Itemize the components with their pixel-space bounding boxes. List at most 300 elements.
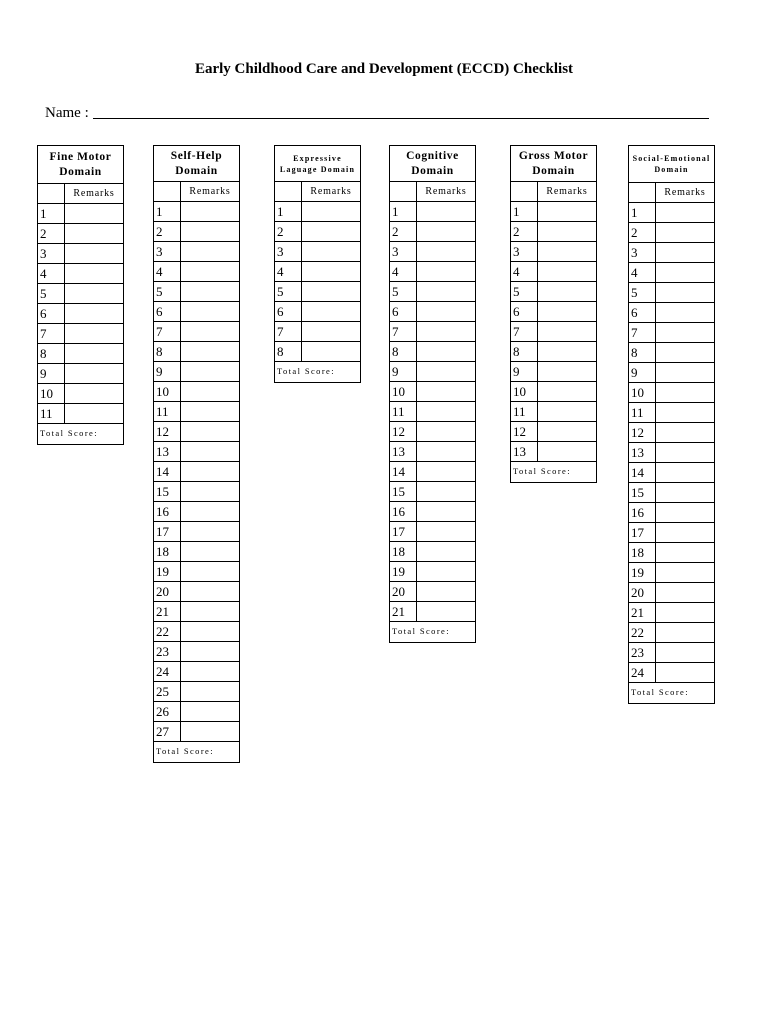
checklist-row [390,582,475,602]
expressive-language-domain-title: Expressive Laguage Domain [275,146,360,182]
remarks-cell[interactable] [656,523,714,542]
remarks-cell[interactable] [181,662,239,681]
checklist-row [154,662,239,682]
remarks-cell[interactable] [656,343,714,362]
checklist-row [390,322,475,342]
remarks-cell[interactable] [302,322,360,341]
remarks-cell[interactable] [181,402,239,421]
checklist-row [629,283,714,303]
checklist-row [511,402,596,422]
remarks-cell[interactable] [181,462,239,481]
checklist-row [154,442,239,462]
checklist-row [38,384,123,404]
remarks-cell[interactable] [181,542,239,561]
remarks-cell[interactable] [656,603,714,622]
checklist-row [511,302,596,322]
item-number: 23 [154,642,181,661]
remarks-cell[interactable] [417,522,475,541]
remarks-cell[interactable] [656,243,714,262]
remarks-header-row [154,182,239,202]
remarks-cell[interactable] [65,224,123,243]
remarks-cell[interactable] [538,422,596,441]
checklist-row [154,342,239,362]
remarks-cell[interactable] [65,244,123,263]
remarks-cell[interactable] [181,302,239,321]
item-number: 18 [154,542,181,561]
item-number: 5 [390,282,417,301]
item-number: 24 [154,662,181,681]
remarks-cell[interactable] [417,322,475,341]
checklist-row [511,382,596,402]
item-number: 1 [154,202,181,221]
remarks-cell[interactable] [538,342,596,361]
remarks-cell[interactable] [302,242,360,261]
remarks-cell[interactable] [65,284,123,303]
remarks-header: Remarks [189,186,231,197]
item-number: 11 [390,402,417,421]
checklist-row [629,583,714,603]
remarks-cell[interactable] [181,222,239,241]
checklist-row [390,542,475,562]
remarks-cell[interactable] [181,382,239,401]
remarks-cell[interactable] [181,522,239,541]
checklist-row [390,482,475,502]
cognitive-domain-table [389,145,476,643]
remarks-cell[interactable] [656,223,714,242]
remarks-cell[interactable] [538,402,596,421]
total-score-label: Total Score: [40,428,98,438]
remarks-cell[interactable] [181,722,239,741]
checklist-row [154,202,239,222]
checklist-row [275,222,360,242]
item-number: 11 [629,403,656,422]
item-number: 10 [511,382,538,401]
checklist-row [629,223,714,243]
remarks-cell[interactable] [65,384,123,403]
remarks-cell[interactable] [538,382,596,401]
checklist-row [629,263,714,283]
item-number: 1 [390,202,417,221]
item-number: 15 [390,482,417,501]
checklist-row [390,422,475,442]
item-number: 1 [38,204,65,223]
checklist-row [154,282,239,302]
remarks-cell[interactable] [417,382,475,401]
item-number: 2 [154,222,181,241]
checklist-row [390,362,475,382]
name-input-line[interactable] [93,104,709,119]
checklist-row [390,282,475,302]
item-number: 15 [154,482,181,501]
remarks-cell[interactable] [181,502,239,521]
remarks-cell[interactable] [417,502,475,521]
checklist-row [390,522,475,542]
remarks-cell[interactable] [656,303,714,322]
remarks-cell[interactable] [417,362,475,381]
checklist-row [629,543,714,563]
item-number: 4 [629,263,656,282]
remarks-cell[interactable] [538,442,596,461]
remarks-cell[interactable] [656,643,714,662]
checklist-row [38,244,123,264]
remarks-header-row [629,183,714,203]
checklist-row [154,262,239,282]
checklist-row [154,502,239,522]
item-number: 12 [154,422,181,441]
page-title: Early Childhood Care and Development (ECCD) Checklist [194,61,574,77]
remarks-header-row [511,182,596,202]
remarks-cell[interactable] [302,202,360,221]
remarks-cell[interactable] [181,422,239,441]
checklist-row [511,242,596,262]
remarks-cell[interactable] [538,362,596,381]
remarks-cell[interactable] [656,503,714,522]
item-number: 17 [390,522,417,541]
remarks-cell[interactable] [538,202,596,221]
item-number: 2 [511,222,538,241]
checklist-row [154,562,239,582]
checklist-row [511,422,596,442]
item-number: 3 [511,242,538,261]
checklist-row [38,344,123,364]
remarks-cell[interactable] [302,342,360,361]
remarks-cell[interactable] [181,282,239,301]
remarks-cell[interactable] [417,582,475,601]
item-number: 4 [38,264,65,283]
checklist-row [511,362,596,382]
checklist-row [154,462,239,482]
remarks-header-row [38,184,123,204]
remarks-cell[interactable] [181,342,239,361]
checklist-row [511,202,596,222]
item-number: 13 [511,442,538,461]
cognitive-domain-title: Cognitive Domain [390,146,475,182]
remarks-cell[interactable] [656,383,714,402]
item-number: 27 [154,722,181,741]
remarks-header: Remarks [73,188,115,199]
checklist-row [390,602,475,622]
remarks-cell[interactable] [181,442,239,461]
checklist-row [275,202,360,222]
checklist-row [629,563,714,583]
item-number: 22 [629,623,656,642]
remarks-cell[interactable] [65,344,123,363]
item-number: 22 [154,622,181,641]
remarks-cell[interactable] [181,562,239,581]
item-number: 11 [511,402,538,421]
item-number: 1 [275,202,302,221]
remarks-cell[interactable] [181,322,239,341]
item-number: 19 [629,563,656,582]
remarks-cell[interactable] [656,483,714,502]
checklist-row [511,222,596,242]
item-number: 2 [629,223,656,242]
checklist-row [38,204,123,224]
checklist-row [390,382,475,402]
checklist-row [275,262,360,282]
item-number: 19 [390,562,417,581]
checklist-row [390,462,475,482]
remarks-cell[interactable] [65,404,123,423]
remarks-cell[interactable] [65,304,123,323]
item-number: 3 [629,243,656,262]
expressive-language-domain-table [274,145,361,383]
checklist-row [38,364,123,384]
remarks-cell[interactable] [656,283,714,302]
remarks-cell[interactable] [656,423,714,442]
item-number: 17 [154,522,181,541]
remarks-cell[interactable] [656,363,714,382]
checklist-row [154,642,239,662]
remarks-cell[interactable] [417,562,475,581]
item-number: 14 [390,462,417,481]
checklist-row [154,242,239,262]
item-number: 10 [154,382,181,401]
item-number: 5 [38,284,65,303]
checklist-row [511,282,596,302]
checklist-row [390,222,475,242]
remarks-cell[interactable] [65,324,123,343]
checklist-row [629,383,714,403]
remarks-cell[interactable] [302,222,360,241]
remarks-header: Remarks [546,186,588,197]
item-number: 4 [154,262,181,281]
item-number: 8 [390,342,417,361]
remarks-cell[interactable] [538,322,596,341]
item-number: 7 [38,324,65,343]
social-emotional-domain-table [628,145,715,704]
remarks-cell[interactable] [181,202,239,221]
remarks-cell[interactable] [538,222,596,241]
checklist-row [390,262,475,282]
remarks-cell[interactable] [417,302,475,321]
checklist-row [390,502,475,522]
item-number: 5 [511,282,538,301]
item-number: 8 [154,342,181,361]
item-number: 6 [629,303,656,322]
remarks-header: Remarks [425,186,467,197]
item-number: 7 [154,322,181,341]
item-number: 13 [154,442,181,461]
remarks-cell[interactable] [181,602,239,621]
remarks-cell[interactable] [417,602,475,621]
item-number: 17 [629,523,656,542]
remarks-cell[interactable] [417,442,475,461]
checklist-row [154,322,239,342]
remarks-cell[interactable] [181,682,239,701]
item-number: 9 [154,362,181,381]
remarks-cell[interactable] [656,663,714,682]
item-number: 21 [390,602,417,621]
remarks-cell[interactable] [656,543,714,562]
remarks-cell[interactable] [302,262,360,281]
item-number: 21 [629,603,656,622]
remarks-cell[interactable] [302,282,360,301]
remarks-cell[interactable] [181,582,239,601]
item-number: 7 [511,322,538,341]
item-number: 4 [511,262,538,281]
total-score-label: Total Score: [392,626,450,636]
remarks-cell[interactable] [417,282,475,301]
self-help-domain-title: Self-Help Domain [154,146,239,182]
item-number: 8 [275,342,302,361]
gross-motor-domain-table [510,145,597,483]
item-number: 16 [629,503,656,522]
remarks-cell[interactable] [181,362,239,381]
remarks-cell[interactable] [656,583,714,602]
checklist-row [154,702,239,722]
total-score-label: Total Score: [631,687,689,697]
fine-motor-domain-table [37,145,124,445]
item-number: 3 [390,242,417,261]
item-number: 4 [390,262,417,281]
total-score-label: Total Score: [513,466,571,476]
checklist-row [511,442,596,462]
remarks-cell[interactable] [181,262,239,281]
remarks-cell[interactable] [65,364,123,383]
checklist-row [154,402,239,422]
item-number-header [154,182,181,201]
item-number-header [511,182,538,201]
item-number: 8 [38,344,65,363]
checklist-row [629,443,714,463]
name-field-row [45,100,709,122]
remarks-cell[interactable] [656,323,714,342]
remarks-cell[interactable] [656,263,714,282]
item-number: 5 [154,282,181,301]
checklist-row [38,284,123,304]
name-label: Name : [45,105,89,121]
remarks-cell[interactable] [65,204,123,223]
item-number: 11 [38,404,65,423]
item-number: 7 [275,322,302,341]
checklist-row [511,262,596,282]
item-number: 14 [154,462,181,481]
total-score-label: Total Score: [277,366,335,376]
checklist-row [629,243,714,263]
checklist-row [275,242,360,262]
item-number: 4 [275,262,302,281]
item-number: 9 [390,362,417,381]
item-number: 1 [629,203,656,222]
remarks-cell[interactable] [656,623,714,642]
item-number: 8 [629,343,656,362]
checklist-row [154,542,239,562]
item-number-header [390,182,417,201]
item-number: 16 [154,502,181,521]
checklist-row [629,483,714,503]
item-number: 25 [154,682,181,701]
remarks-cell[interactable] [181,702,239,721]
checklist-row [511,342,596,362]
remarks-cell[interactable] [417,482,475,501]
checklist-row [629,403,714,423]
item-number: 7 [390,322,417,341]
checklist-row [154,682,239,702]
remarks-cell[interactable] [656,403,714,422]
remarks-header: Remarks [664,187,706,198]
checklist-row [390,302,475,322]
checklist-row [629,503,714,523]
remarks-cell[interactable] [656,463,714,482]
checklist-row [511,322,596,342]
remarks-cell[interactable] [417,242,475,261]
remarks-cell[interactable] [656,203,714,222]
checklist-row [629,323,714,343]
checklist-row [629,363,714,383]
item-number: 10 [629,383,656,402]
checklist-row [629,523,714,543]
item-number: 6 [511,302,538,321]
remarks-cell[interactable] [538,262,596,281]
checklist-row [38,304,123,324]
remarks-cell[interactable] [417,402,475,421]
checklist-row [154,382,239,402]
item-number: 12 [390,422,417,441]
checklist-row [154,302,239,322]
item-number: 16 [390,502,417,521]
item-number: 12 [629,423,656,442]
remarks-cell[interactable] [417,462,475,481]
item-number: 3 [38,244,65,263]
remarks-cell[interactable] [181,242,239,261]
checklist-row [629,303,714,323]
checklist-row [275,282,360,302]
item-number: 3 [154,242,181,261]
remarks-cell[interactable] [417,422,475,441]
remarks-header-row [275,182,360,202]
checklist-row [629,663,714,683]
remarks-cell[interactable] [181,622,239,641]
remarks-cell[interactable] [417,222,475,241]
remarks-cell[interactable] [538,242,596,261]
item-number: 6 [390,302,417,321]
remarks-cell[interactable] [538,282,596,301]
remarks-cell[interactable] [417,262,475,281]
item-number: 9 [629,363,656,382]
checklist-row [275,342,360,362]
remarks-cell[interactable] [302,302,360,321]
remarks-cell[interactable] [538,302,596,321]
item-number: 11 [154,402,181,421]
checklist-row [390,202,475,222]
remarks-cell[interactable] [417,202,475,221]
item-number: 3 [275,242,302,261]
remarks-cell[interactable] [417,342,475,361]
remarks-cell[interactable] [65,264,123,283]
item-number: 9 [511,362,538,381]
gross-motor-domain-title: Gross Motor Domain [511,146,596,182]
checklist-row [390,402,475,422]
item-number: 7 [629,323,656,342]
social-emotional-domain-title: Social-Emotional Domain [629,146,714,183]
item-number: 13 [629,443,656,462]
item-number: 6 [38,304,65,323]
checklist-row [629,463,714,483]
checklist-row [38,404,123,424]
remarks-cell[interactable] [656,443,714,462]
checklist-row [629,423,714,443]
remarks-header: Remarks [310,186,352,197]
remarks-cell[interactable] [656,563,714,582]
item-number: 20 [390,582,417,601]
remarks-cell[interactable] [181,642,239,661]
remarks-cell[interactable] [417,542,475,561]
remarks-cell[interactable] [181,482,239,501]
self-help-domain-table [153,145,240,763]
checklist-row [38,224,123,244]
checklist-row [629,643,714,663]
